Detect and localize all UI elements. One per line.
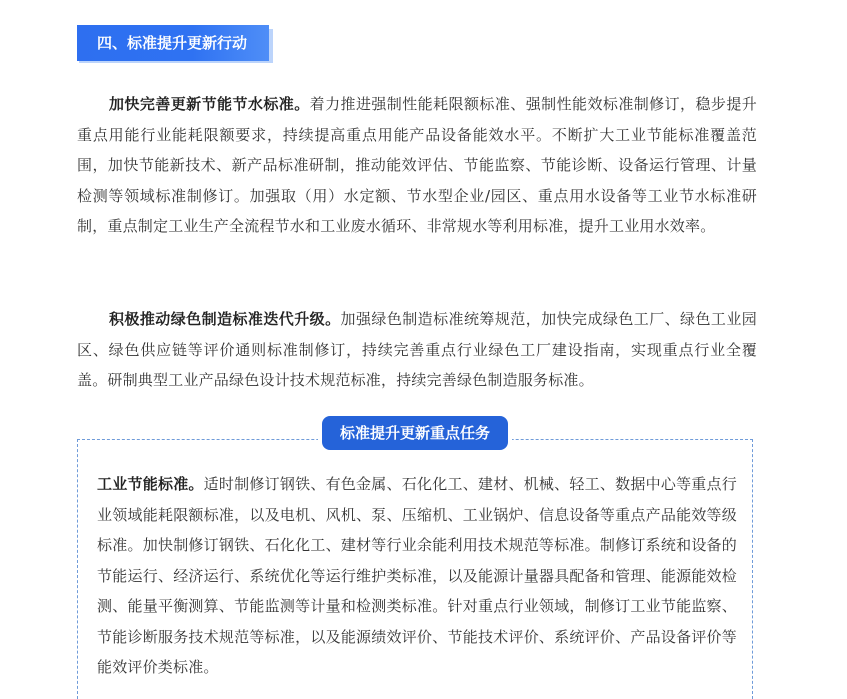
task-item-body: 适时制修订钢铁、有色金属、石化化工、建材、机械、轻工、数据中心等重点行业领域能耗限额标准，以及电机、风机、泵、压缩机、工业锅炉、信息设备等重点产品能效等级标准。加快制修订钢铁、石化化工、建材等行业余能利用技术规范等标准。制修订系统和设备的节能运行、经济运行、系统优化等运行维护类标准，以及能源计量器具配备和管理、能源能效检测、能量平衡测算、节能监测等计量和检测类标准。针对重点行业领域，制修订工业节能监察、节能诊断服务技术规范等标准，以及能源绩效评价、节能技术评价、系统评价、产品设备评价等能效评价类标准。 [97, 475, 737, 676]
section-heading-banner [77, 25, 275, 65]
paragraph-body: 加强绿色制造标准统筹规范，加快完成绿色工厂、绿色工业园区、绿色供应链等评价通则标准制修订，持续完善重点行业绿色工厂建设指南，实现重点行业全覆盖。研制典型工业产品绿色设计技术规范标准，持续完善绿色制造服务标准。 [77, 310, 757, 389]
task-item-lead: 工业节能标准。 [97, 475, 204, 493]
paragraph-energy-water-standards [77, 89, 757, 242]
paragraph-green-manufacturing-standards [77, 304, 757, 396]
section-heading-title: 四、标准提升更新行动 [77, 25, 269, 61]
paragraph-lead: 加快完善更新节能节水标准。 [109, 95, 310, 113]
paragraph-body: 着力推进强制性能耗限额标准、强制性能效标准制修订，稳步提升重点用能行业能耗限额要求，持续提高重点用能产品设备能效水平。不断扩大工业节能标准覆盖范围，加快节能新技术、新产品标准研制，推动能效评估、节能监察、节能诊断、设备运行管理、计量检测等领域标准制修订。加强取（用）水定额、节水型企业/园区、重点用水设备等工业节水标准研制，重点制定工业生产全流程节水和工业废水循环、非常规水等利用标准，提升工业用水效率。 [77, 95, 757, 235]
paragraph-lead: 积极推动绿色制造标准迭代升级。 [109, 310, 341, 328]
key-tasks-title-tab: 标准提升更新重点任务 [322, 416, 508, 450]
task-item-industrial-energy-saving [97, 469, 737, 683]
